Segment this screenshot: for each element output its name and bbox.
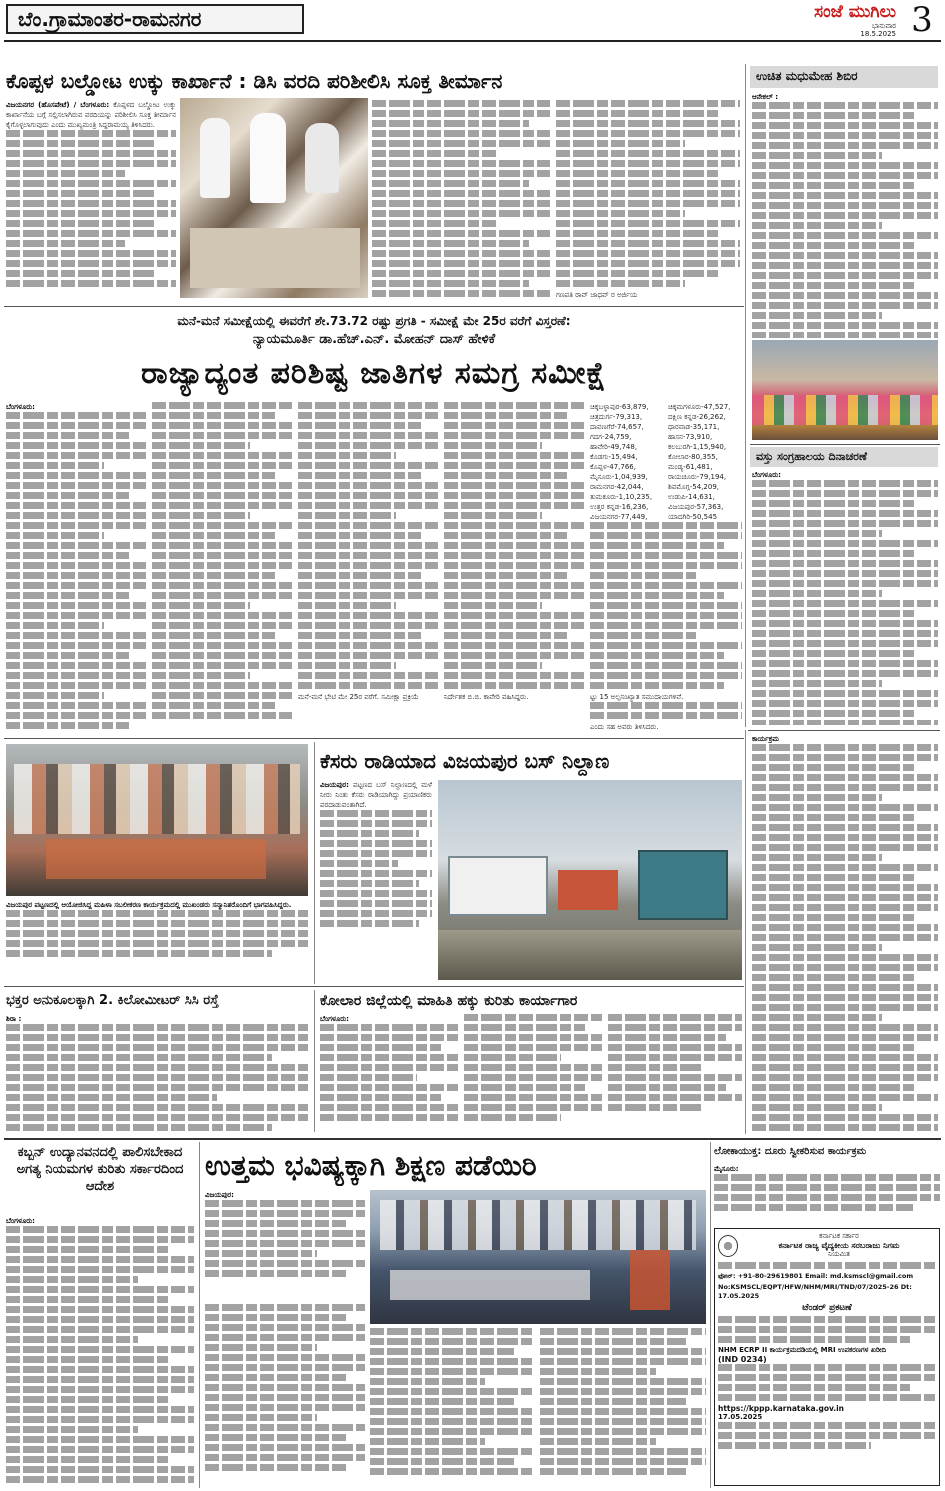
section-title: ಬೆಂ.ಗ್ರಾಮಾಂತರ-ರಾಮನಗರ [18, 7, 202, 31]
masthead [756, 2, 896, 38]
lokayukta-headline: ಲೋಕಾಯುಕ್ತ: ದೂರು ಸ್ವೀಕರಿಸುವ ಕಾರ್ಯಕ್ರಮ [714, 1146, 867, 1157]
tender-ind: (IND 0234) [718, 1355, 767, 1364]
page-number: 3 [911, 0, 933, 40]
steel-col3: ಗಣಪತಿ ರಾವ್ ಜಾಧವ್ ರ ಅರ್ಜಿಯ [556, 100, 740, 300]
group-photo [6, 744, 308, 896]
rti-col1: ಬೆಂಗಳೂರು: [320, 1014, 458, 1134]
issue-day: ಭಾನುವಾರ [871, 22, 896, 30]
tender-deadline: 17.05.2025 [718, 1413, 763, 1421]
steel-photo [180, 98, 368, 298]
bus-photo [438, 780, 742, 980]
museum-title: ವಸ್ತು ಸಂಗ್ರಹಾಲಯ ದಿನಾಚರಣೆ [750, 447, 938, 467]
rti-col2 [464, 1014, 602, 1134]
district-list: ಚಿಕ್ಕಬಳ್ಳಾಪುರ-63,879, ಚಿಕ್ಕಮಗಳೂರು-47,527, ಚಿತ್ರದುರ್ಗ-79,313, ದಕ್ಷಿಣ ಕನ್ನಡ-26,262, ದಾವಣಗೆರೆ-74,657, ಧಾರವಾಡ-35,171, ಗದಗ-24,759, ಹಾಸನ-73,910, ಹಾವೇರಿ-49,748, ಕಲಬುರಗಿ-1,15,940, ಕೊಡಗು-15,494, ಕೋಲಾರ-80,355, ಕೊಪ್ಪಳ-47,766, ಮಂಡ್ಯ-61,481, ಮೈಸೂರು-1,04,939, ರಾಯಚೂರು-79,194, ರಾಮನಗರ-42,044, ಶಿವಮೊಗ್ಗ-54,209, ತುಮಕೂರು-1,10,235, ಉಡುಪಿ-14,631, ಉತ್ತರ ಕನ್ನಡ-16,236, ವಿಜಯಪುರ-57,363, ವಿಜಯನಗರ-77,449, ಯಾದಗಿರಿ-50,545 [590, 403, 731, 521]
park-headline: ಕಬ್ಬನ್ ಉದ್ಯಾನವನದಲ್ಲಿ ಪಾಲಿಸಬೇಕಾದ ಅಗತ್ಯ ನಿಯಮಗಳ ಕುರಿತು ಸರ್ಕಾರದಿಂದ ಆದೇಶ [16, 1145, 184, 1194]
lokayukta-body: ಮೈಸೂರು: [714, 1164, 940, 1224]
museum-program: ಕಾರ್ಯಕ್ರಮ [752, 734, 938, 1134]
section-header [6, 4, 304, 34]
tender-org-suffix: ನಿಯಮಿತ [828, 1250, 850, 1258]
steel-col1: ವಿಜಯನಗರ (ಹೊಸಪೇಟೆ) / ಬೆಂಗಳೂರು: ಕೊಪ್ಪಳದ ಬಲ್ಡೋಟ ಉಕ್ಕು ಕಾರ್ಖಾನೆಯ ಬಗ್ಗೆ ಸಲ್ಲಿಸಲಾಗಿರುವ ವರದಿಯನ್ನು ಪರಿಶೀಲಿಸಿ ಸೂಕ್ತ ತೀರ್ಮಾನ ಕೈಗೊಳ್ಳಲಾಗುವುದು ಎಂದು ಮುಖ್ಯಮಂತ್ರಿ ಸಿದ್ದರಾಮಯ್ಯ ತಿಳಿಸಿದರು. [6, 100, 176, 300]
diabetes-photo [752, 340, 938, 440]
survey-col4: ನಿರ್ದೇಶಕ ಬಿ.ಬಿ. ಕಾವೇರಿ ವಹಿಸಿದ್ದರು. [444, 402, 584, 732]
tender-ref: No:KSMSCL/EQPT/HFW/NHM/MRI/TND/07/2025-26 Dt: 17.05.2025 [718, 1283, 912, 1300]
steel-headline: ಕೊಪ್ಪಳ ಬಲ್ಡೋಟ ಉಕ್ಕು ಕಾರ್ಖಾನೆ : ಡಿಸಿ ವರದಿ ಪರಿಶೀಲಿಸಿ ಸೂಕ್ತ ತೀರ್ಮಾನ [6, 69, 503, 93]
tender-org-gov: ಕರ್ನಾಟಕ ಸರ್ಕಾರ [819, 1232, 859, 1240]
tender-url: https://kppp.karnataka.gov.in [718, 1404, 845, 1413]
museum-body: ಬೆಂಗಳೂರು: [752, 470, 938, 725]
bus-headline: ಕೆಸರು ರಾಡಿಯಾದ ವಿಜಯಪುರ ಬಸ್ ನಿಲ್ದಾಣ [320, 749, 610, 773]
steel-col2 [372, 100, 550, 300]
rti-col3 [608, 1014, 742, 1134]
survey-col1: ಬೆಂಗಳೂರು: [6, 402, 146, 732]
survey-col5-districts: ಚಿಕ್ಕಬಳ್ಳಾಪುರ-63,879, ಚಿಕ್ಕಮಗಳೂರು-47,527, ಚಿತ್ರದುರ್ಗ-79,313, ದಕ್ಷಿಣ ಕನ್ನಡ-26,262, ದಾವಣಗೆರೆ-74,657, ಧಾರವಾಡ-35,171, ಗದಗ-24,759, ಹಾಸನ-73,910, ಹಾವೇರಿ-49,748, ಕಲಬುರಗಿ-1,15,940, ಕೊಡಗು-15,494, ಕೋಲಾರ-80,355, ಕೊಪ್ಪಳ-47,766, ಮಂಡ್ಯ-61,481, ಮೈಸೂರು-1,04,939, ರಾಯಚೂರು-79,194, ರಾಮನಗರ-42,044, ಶಿವಮೊಗ್ಗ-54,209, ತುಮಕೂರು-1,10,235, ಉಡುಪಿ-14,631, ಉತ್ತರ ಕನ್ನಡ-16,236, ವಿಜಯಪುರ-57,363, ವಿಜಯನಗರ-77,449, ಯಾದಗಿರಿ-50,545 ಟ್ಟು 15 ಅಲ್ಪಸಂಖ್ಯಾತ ಸಮುದಾಯಗಳಿವೆ. ಎಂದು ಸಹ ಅವರು ತಿಳಿಸಿದರು. [590, 402, 742, 732]
bus-body: ವಿಜಯಪುರ: ಪಟ್ಟಣದ ಬಸ್ ನಿಲ್ದಾಣದಲ್ಲಿ ಮಳೆ ನೀರು ನಿಂತು ಕೆಸರು ರಾಡಿಯಾಗಿದ್ದು ಪ್ರಯಾಣಿಕರು ಪರದಾಡುವಂತಾಗಿದೆ. [320, 780, 432, 980]
survey-col3: ಮನೆ-ಮನೆ ಭೇಟಿ ಮೇ 25ರ ವರೆಗೆ. ಸಮೀಕ್ಷಾ ಪ್ರಕ್ರಿಯೆ [298, 402, 438, 732]
education-col2 [205, 1304, 365, 1486]
rule-steel-sidebar [745, 64, 746, 727]
issue-date: 18.5.2025 [860, 30, 896, 38]
paper-name: ಸಂಜೆ ಮುಗಿಲು [814, 2, 896, 22]
survey-headline: ರಾಜ್ಯಾದ್ಯಂತ ಪರಿಶಿಷ್ಟ ಜಾತಿಗಳ ಸಮಗ್ರ ಸಮೀಕ್ಷೆ [141, 356, 607, 391]
tender-notice-title: ಟೆಂಡರ್ ಪ್ರಕಟಣೆ [802, 1303, 852, 1313]
survey-col2 [152, 402, 292, 732]
tender-item: NHM ECRP II ಕಾರ್ಯಕ್ರಮದಡಿಯಲ್ಲಿ MRI ಉಪಕರಣಗಳ ಖರೀದಿ [718, 1346, 887, 1354]
rti-headline: ಕೋಲಾರ ಜಿಲ್ಲೆಯಲ್ಲಿ ಮಾಹಿತಿ ಹಕ್ಕು ಕುರಿತು ಕಾರ್ಯಾಗಾರ [320, 993, 578, 1009]
road-headline: ಭಕ್ತರ ಅನುಕೂಲಕ್ಕಾಗಿ 2. ಕಿಲೋಮೀಟರ್ ಸಿಸಿ ರಸ್ತೆ [6, 993, 219, 1008]
survey-subkicker: ನ್ಯಾಯಮೂರ್ತಿ ಡಾ.ಹೆಚ್.ಎನ್. ಮೋಹನ್ ದಾಸ್ ಹೇಳಿಕೆ [252, 332, 496, 347]
education-headline: ಉತ್ತಮ ಭವಿಷ್ಯಕ್ಕಾಗಿ ಶಿಕ್ಷಣ ಪಡೆಯಿರಿ [205, 1149, 537, 1182]
diabetes-body: ಆನೇಕಲ್ : [752, 92, 938, 338]
survey-kicker: ಮನೆ-ಮನೆ ಸಮೀಕ್ಷೆಯಲ್ಲಿ ಈವರೆಗೆ ಶೇ.73.72 ರಷ್ಟು ಪ್ರಗತಿ - ಸಮೀಕ್ಷೆ ಮೇ 25ರ ವರೆಗೆ ವಿಸ್ತರಣೆ: [177, 314, 571, 328]
education-col4 [540, 1328, 706, 1486]
government-emblem-icon [718, 1235, 738, 1257]
park-body: ಬೆಂಗಳೂರು: [6, 1216, 194, 1486]
road-body: ಶಿರಾ : [6, 1014, 308, 1134]
tender-org-name: ಕರ್ನಾಟಕ ರಾಜ್ಯ ವೈದ್ಯಕೀಯ ಸರಬರಾಜು ನಿಗಮ [778, 1241, 900, 1250]
group-photo-caption: ವಿಜಯಪುರ ಪಟ್ಟಣದಲ್ಲಿ ಆಯೋಜಿಸಿದ್ದ ಮಹಿಳಾ ಸಬಲೀಕರಣ ಕಾರ್ಯಕ್ರಮದಲ್ಲಿ ಮುಖಂಡರು ಸನ್ಮಾನಿತರೊಂದಿಗೆ ಭಾಗವಹಿಸಿದ್ದರು. [6, 900, 308, 980]
education-col1: ವಿಜಯಪುರ: [205, 1190, 365, 1300]
tender-contact: ಫೋನ್: +91-80-29619801 Email: md.ksmscl@gmail.com [718, 1272, 914, 1280]
education-photo [370, 1190, 706, 1324]
header-rule [4, 40, 941, 42]
education-col3 [370, 1328, 534, 1486]
diabetes-title: ಉಚಿತ ಮಧುಮೇಹ ಶಿಬಿರ [750, 66, 938, 88]
tender-ad [714, 1228, 940, 1486]
